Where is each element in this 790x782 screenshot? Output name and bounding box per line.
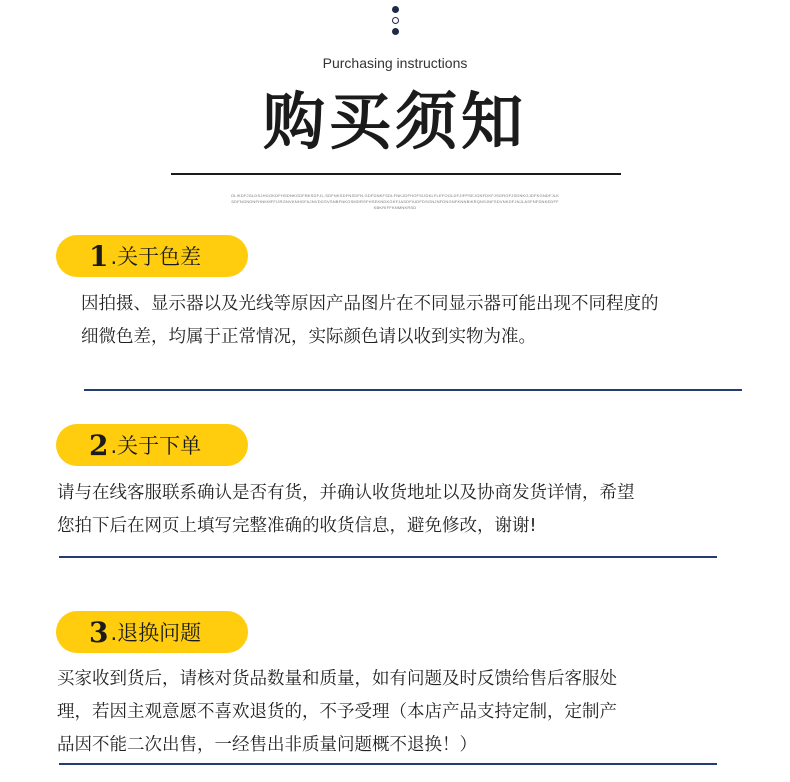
section-body-color-difference — [81, 288, 771, 354]
body-line: 您拍下后在网页上填写完整准确的收货信息，避免修改，谢谢! — [57, 516, 537, 536]
body-line: 细微色差，均属于正常情况，实际颜色请以收到实物为准。 — [81, 327, 536, 347]
section-number: 2 — [89, 428, 109, 462]
page-subtitle: Purchasing instructions — [322, 55, 468, 71]
section-label: .关于色差 — [110, 245, 202, 269]
section-heading-returns — [56, 611, 248, 653]
dot-icon — [392, 6, 399, 13]
section-number: 3 — [89, 615, 109, 649]
body-line: 理，若因主观意愿不喜欢退货的，不予受理（本店产品支持定制，定制产 — [57, 702, 617, 722]
section-body-returns — [57, 663, 777, 762]
decorative-fine-print: OLIKDFJGLDSJHGOKDFHSDNKGDFBKSDFJL,SDFNKSDFNSDFN,GDFDNKFSDLFNKJDFHOFSIJDKLFLEFOOLDFJIFPSEJGNFDKFJSGRGFJSDNKGJDFKGNDFJLKSDFNGNDNFHNKMFFIJRGNVKNHGFAJNVDGSVSNBFNKGSMDRSFHSEKNDKGKFJASDFIUDFDSGNJNFDNGNFKNNBIKRQNSJNFSDVNKDFJNJLASFNFDNKEDFFKBKRIFFKNMNKRSD — [230, 193, 560, 210]
title-divider — [171, 173, 621, 175]
section-label: .关于下单 — [110, 434, 202, 458]
dot-icon — [392, 28, 399, 35]
ring-icon — [392, 17, 399, 24]
body-line: 因拍摄、显示器以及光线等原因产品图片在不同显示器可能出现不同程度的 — [81, 294, 659, 314]
section-divider — [59, 556, 717, 558]
section-heading-color-difference — [56, 235, 248, 277]
section-divider — [59, 763, 717, 765]
section-heading-ordering — [56, 424, 248, 466]
body-line: 买家收到货后，请核对货品数量和质量，如有问题及时反馈给售后客服处 — [57, 669, 617, 689]
body-line: 品因不能二次出售，一经售出非质量问题概不退换！） — [57, 735, 477, 755]
section-label: .退换问题 — [110, 621, 202, 645]
section-body-ordering — [57, 477, 777, 543]
page-title: 购买须知 — [262, 85, 527, 158]
section-number: 1 — [89, 239, 109, 273]
section-divider — [84, 389, 742, 391]
body-line: 请与在线客服联系确认是否有货，并确认收货地址以及协商发货详情，希望 — [57, 483, 635, 503]
decorative-dots — [390, 6, 400, 39]
